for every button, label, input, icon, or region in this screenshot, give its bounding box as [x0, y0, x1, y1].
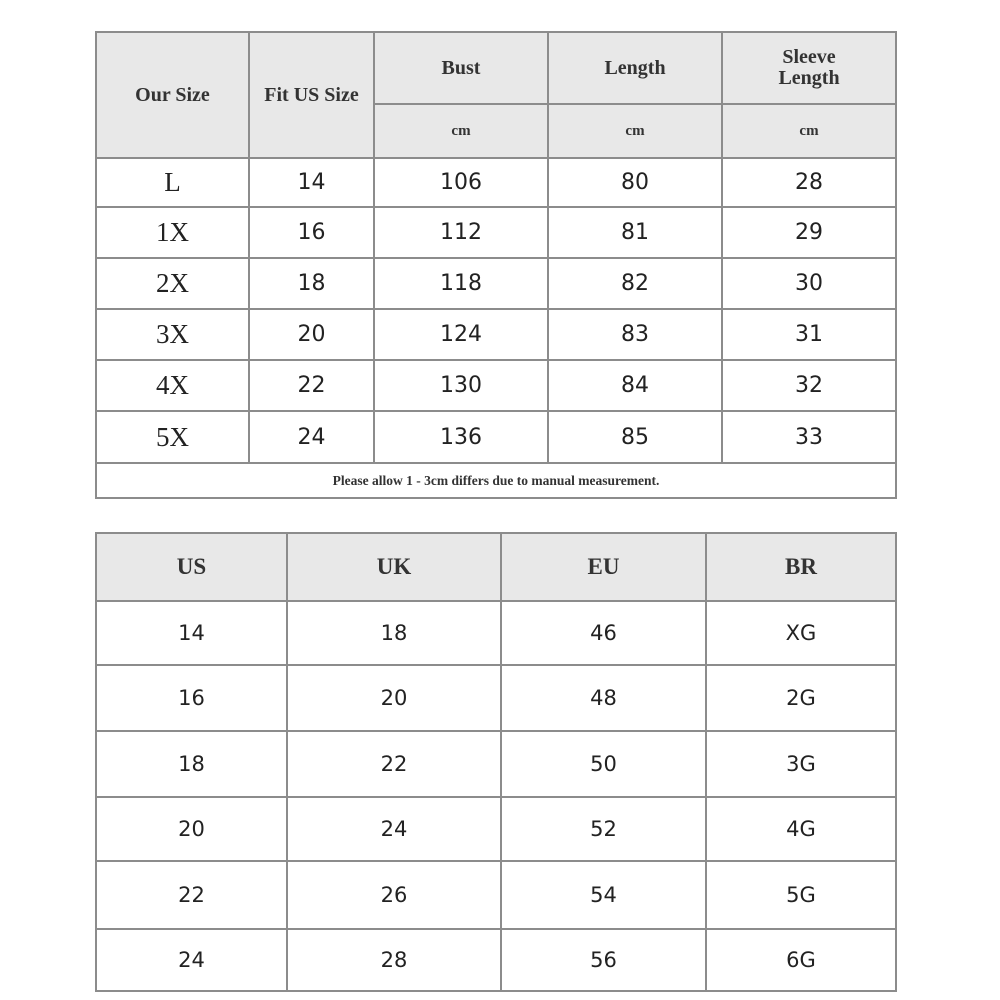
header-sleeve-length [722, 32, 896, 104]
eu-cell: 56 [501, 929, 706, 991]
header-bust: Bust [374, 32, 548, 104]
size-row [96, 309, 896, 360]
measurement-note: Please allow 1 - 3cm differs due to manual measurement. [96, 463, 896, 498]
fit-us-cell: 24 [249, 411, 374, 463]
bust-cell: 136 [374, 411, 548, 463]
br-cell: 4G [706, 797, 896, 861]
our-size-cell: L [96, 158, 249, 207]
fit-us-cell: 16 [249, 207, 374, 258]
us-cell: 14 [96, 601, 287, 665]
header-us: US [96, 533, 287, 601]
uk-cell: 18 [287, 601, 501, 665]
sleeve-cell: 31 [722, 309, 896, 360]
br-cell: 6G [706, 929, 896, 991]
header-sleeve-length-line2: Length [778, 67, 840, 89]
size-row [96, 411, 896, 463]
length-cell: 80 [548, 158, 722, 207]
br-cell: 3G [706, 731, 896, 797]
eu-cell: 54 [501, 861, 706, 929]
header-uk: UK [287, 533, 501, 601]
us-cell: 22 [96, 861, 287, 929]
bust-cell: 112 [374, 207, 548, 258]
uk-cell: 22 [287, 731, 501, 797]
fit-us-cell: 18 [249, 258, 374, 309]
sleeve-cell: 28 [722, 158, 896, 207]
unit-length: cm [548, 104, 722, 158]
header-br: BR [706, 533, 896, 601]
fit-us-cell: 22 [249, 360, 374, 411]
uk-cell: 20 [287, 665, 501, 731]
header-eu: EU [501, 533, 706, 601]
conversion-row [96, 731, 896, 797]
header-length: Length [548, 32, 722, 104]
br-cell: XG [706, 601, 896, 665]
header-sleeve-length-line1: Sleeve [782, 46, 836, 68]
header-fit-us-size: Fit US Size [249, 32, 374, 158]
unit-sleeve: cm [722, 104, 896, 158]
br-cell: 2G [706, 665, 896, 731]
unit-bust: cm [374, 104, 548, 158]
us-cell: 24 [96, 929, 287, 991]
conversion-row [96, 861, 896, 929]
us-cell: 18 [96, 731, 287, 797]
size-row [96, 207, 896, 258]
our-size-cell: 5X [96, 411, 249, 463]
eu-cell: 52 [501, 797, 706, 861]
our-size-cell: 2X [96, 258, 249, 309]
sleeve-cell: 32 [722, 360, 896, 411]
length-cell: 83 [548, 309, 722, 360]
sleeve-cell: 30 [722, 258, 896, 309]
sleeve-cell: 33 [722, 411, 896, 463]
bust-cell: 130 [374, 360, 548, 411]
fit-us-cell: 14 [249, 158, 374, 207]
our-size-cell: 1X [96, 207, 249, 258]
eu-cell: 46 [501, 601, 706, 665]
fit-us-cell: 20 [249, 309, 374, 360]
length-cell: 81 [548, 207, 722, 258]
conversion-row [96, 797, 896, 861]
eu-cell: 50 [501, 731, 706, 797]
conversion-row [96, 929, 896, 991]
length-cell: 84 [548, 360, 722, 411]
conversion-row [96, 601, 896, 665]
uk-cell: 24 [287, 797, 501, 861]
uk-cell: 26 [287, 861, 501, 929]
br-cell: 5G [706, 861, 896, 929]
us-cell: 16 [96, 665, 287, 731]
length-cell: 85 [548, 411, 722, 463]
bust-cell: 124 [374, 309, 548, 360]
size-row [96, 360, 896, 411]
size-row [96, 158, 896, 207]
uk-cell: 28 [287, 929, 501, 991]
size-chart-header-row [96, 32, 896, 104]
our-size-cell: 4X [96, 360, 249, 411]
conversion-row [96, 665, 896, 731]
us-cell: 20 [96, 797, 287, 861]
our-size-cell: 3X [96, 309, 249, 360]
size-conversion-table [95, 532, 897, 992]
conversion-header-row [96, 533, 896, 601]
eu-cell: 48 [501, 665, 706, 731]
size-chart-table [95, 31, 897, 499]
note-row [96, 463, 896, 498]
bust-cell: 118 [374, 258, 548, 309]
header-our-size: Our Size [96, 32, 249, 158]
bust-cell: 106 [374, 158, 548, 207]
size-row [96, 258, 896, 309]
sleeve-cell: 29 [722, 207, 896, 258]
length-cell: 82 [548, 258, 722, 309]
